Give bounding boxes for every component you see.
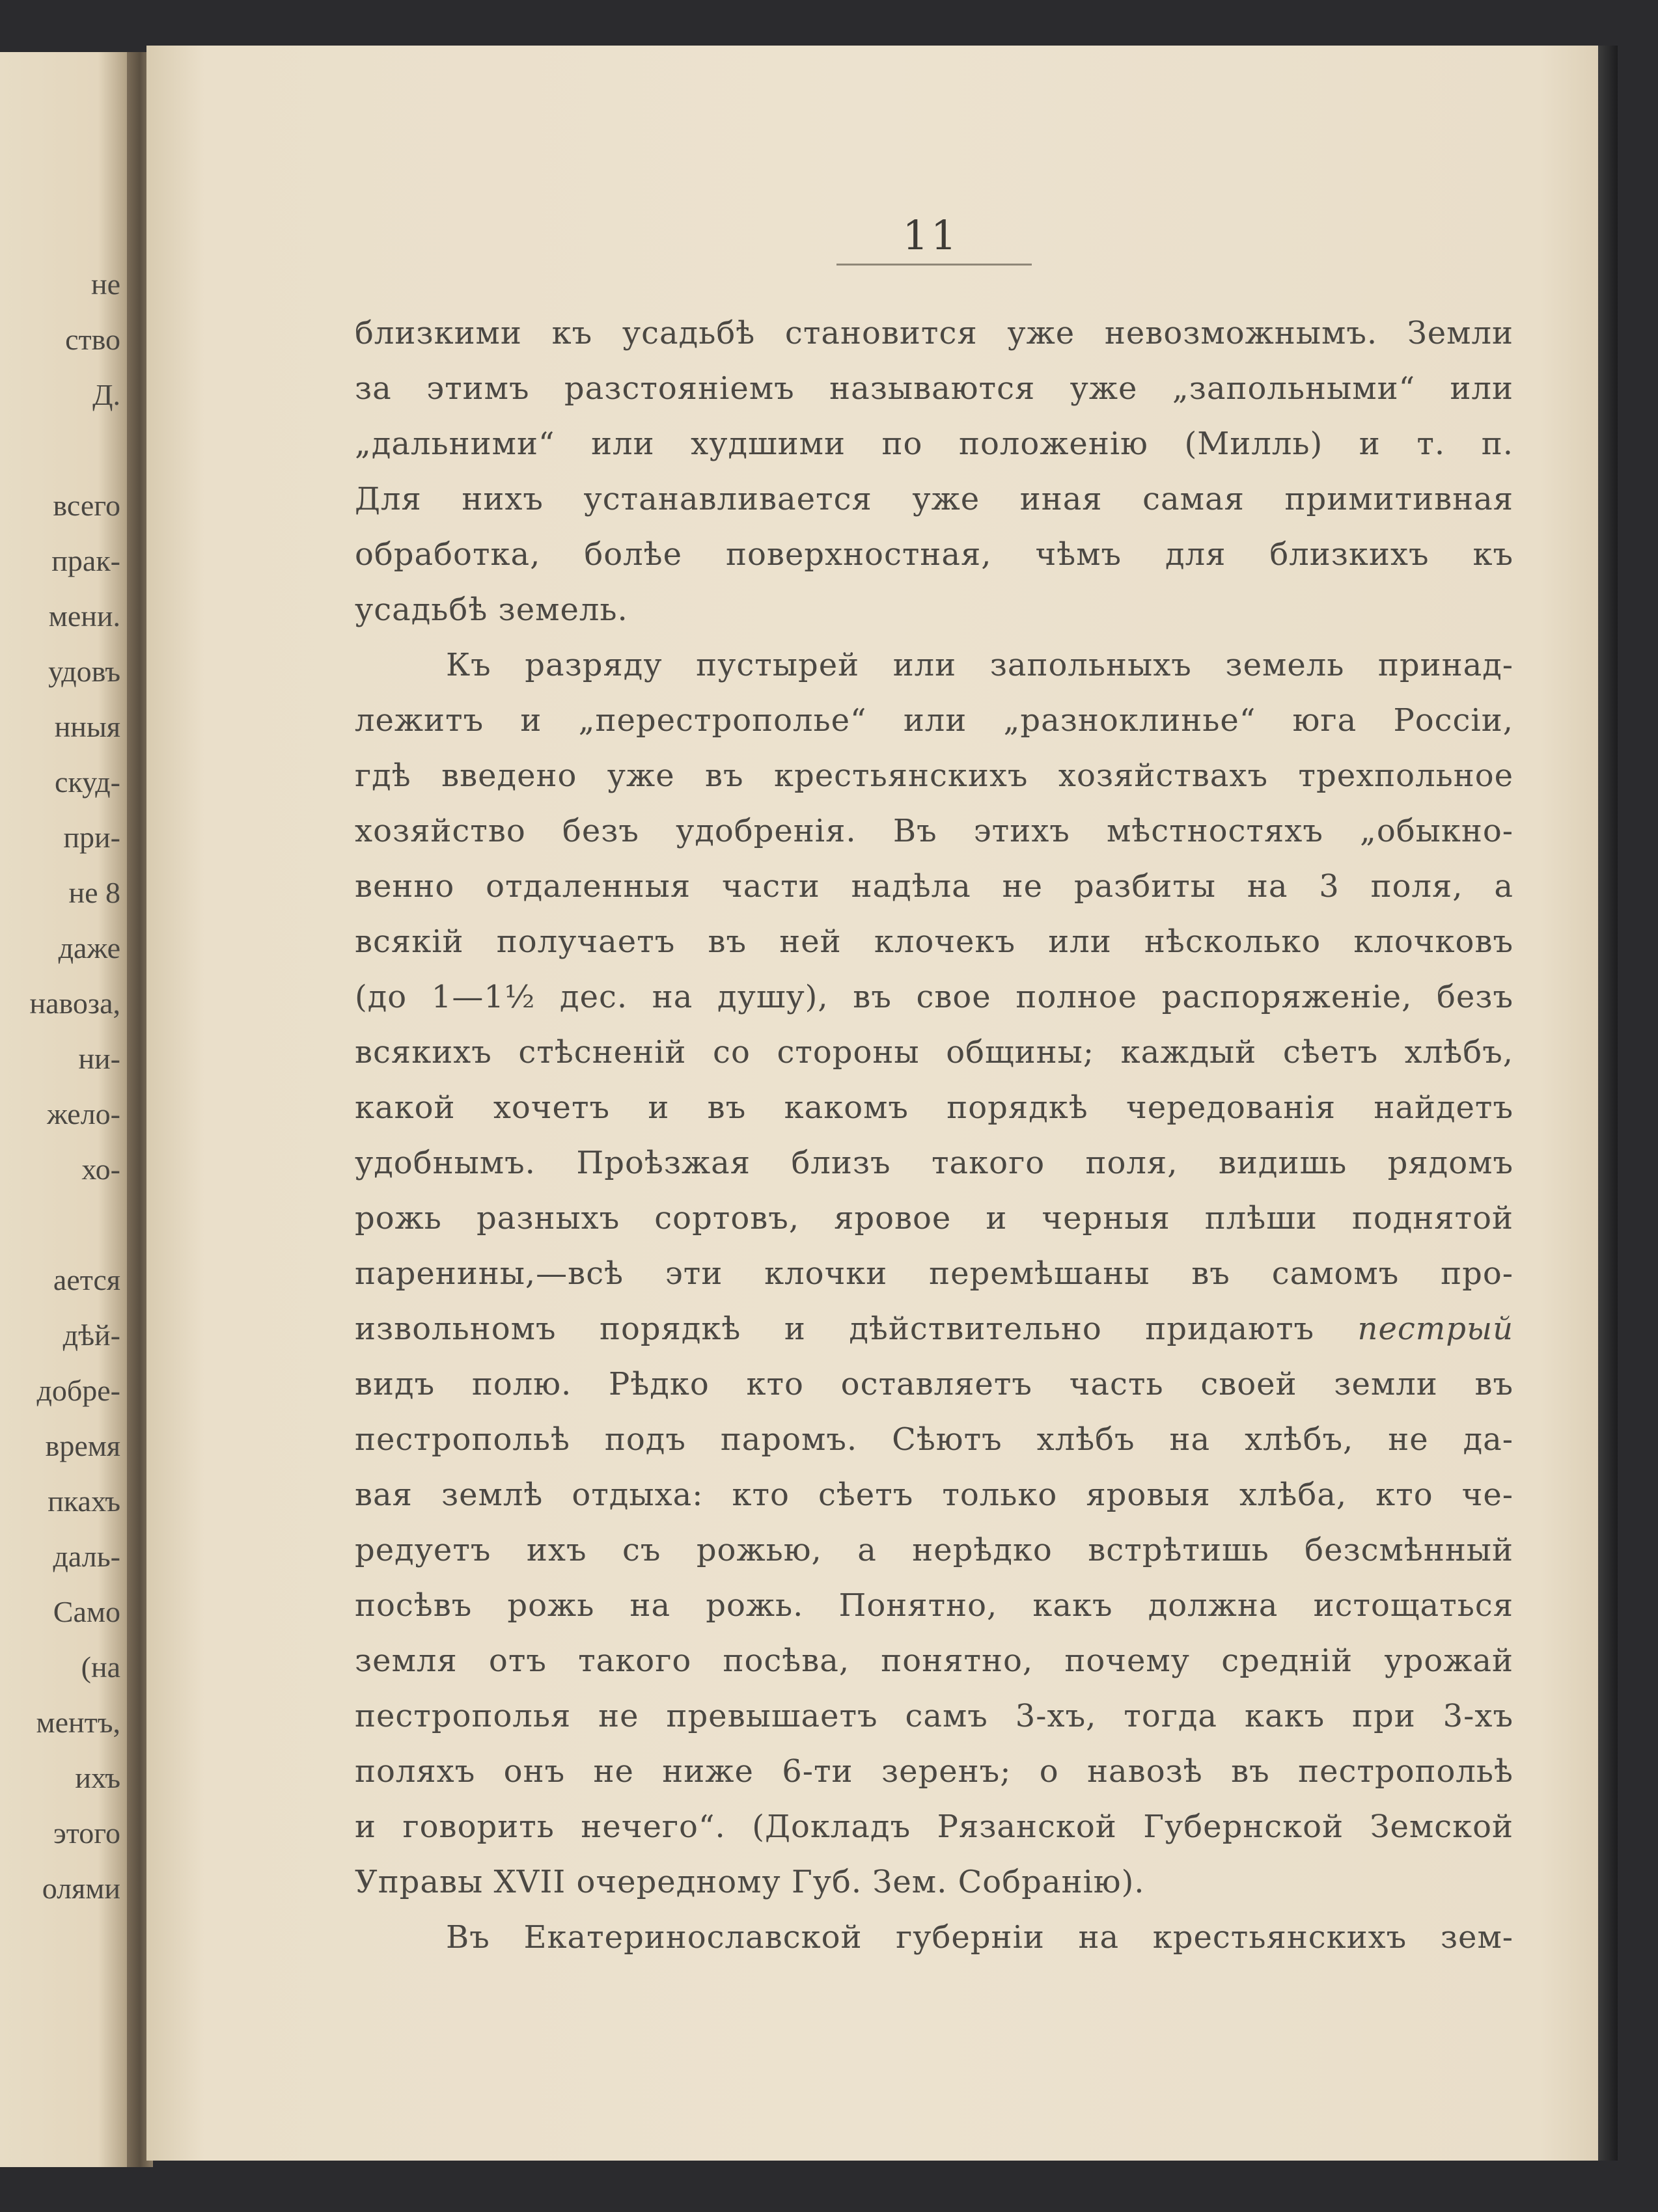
left-page-line: Само (53, 1595, 120, 1628)
left-page-line: всего (53, 489, 120, 522)
header-rule (836, 264, 1032, 266)
text-line: удобнымъ. Проѣзжая близъ такого поля, видишь рядомъ (355, 1145, 1513, 1181)
left-page-line: хо- (81, 1153, 120, 1186)
text-line: всякихъ стѣсненій со стороны общины; каждый сѣетъ хлѣбъ, (355, 1034, 1513, 1071)
previous-page-fragment (0, 52, 140, 2167)
left-page-line: не 8 (68, 876, 120, 909)
left-page-line: ни- (78, 1042, 120, 1075)
text-line: Въ Екатеринославской губерніи на крестьянскихъ зем- (446, 1919, 1513, 1956)
body-text (355, 306, 1513, 1965)
text-line: близкими къ усадьбѣ становится уже невозможнымъ. Земли (355, 315, 1513, 351)
left-page-line: время (45, 1429, 120, 1462)
text-line: обработка, болѣе поверхностная, чѣмъ для близкихъ къ (355, 536, 1513, 573)
left-page-line: этого (53, 1816, 120, 1850)
text-line: Управы XVII очередному Губ. Зем. Собранію). (355, 1864, 1145, 1900)
text-line: гдѣ введено уже въ крестьянскихъ хозяйствахъ трехпольное (355, 758, 1513, 794)
text-line: (до 1—1½ дес. на душу), въ свое полное распоряженіе, безъ (355, 979, 1513, 1015)
text-line: посѣвъ рожь на рожь. Понятно, какъ должна истощаться (355, 1587, 1513, 1624)
text-line: поляхъ онъ не ниже 6-ти зеренъ; о навозѣ въ пестропольѣ (355, 1753, 1513, 1790)
left-page-line: пкахъ (48, 1484, 120, 1518)
text-line: какой хочетъ и въ какомъ порядкѣ чередованія найдетъ (355, 1089, 1513, 1126)
page-number: 11 (902, 212, 960, 259)
left-page-line: Д. (92, 378, 120, 411)
text-line: венно отдаленныя части надѣла не разбиты на 3 поля, а (355, 868, 1513, 905)
left-page-line: (на (81, 1650, 120, 1684)
left-page-line: мени. (48, 599, 120, 633)
text-line: рожь разныхъ сортовъ, яровое и черныя плѣши поднятой (355, 1200, 1513, 1236)
left-page-line: ство (65, 323, 120, 356)
text-line: усадьбѣ земель. (355, 592, 628, 628)
left-page-line: ихъ (75, 1761, 120, 1794)
left-page-line: прак- (51, 544, 120, 577)
left-page-line: добре- (36, 1374, 120, 1407)
text-line: видъ полю. Рѣдко кто оставляетъ часть своей земли въ (355, 1366, 1513, 1402)
text-line-with-italic (355, 1302, 1513, 1357)
text-line: паренины,—всѣ эти клочки перемѣшаны въ самомъ про- (355, 1255, 1513, 1292)
book-page (146, 46, 1598, 2161)
left-page-line: навоза, (29, 987, 120, 1020)
text-line: земля отъ такого посѣва, понятно, почему средній урожай (355, 1643, 1513, 1679)
italic-word: пестрый (1357, 1311, 1513, 1347)
left-page-line: при- (63, 821, 120, 854)
left-page-line: удовъ (48, 655, 120, 688)
text-line: за этимъ разстояніемъ называются уже „запольными“ или (355, 370, 1513, 407)
left-page-line: нныя (54, 710, 120, 743)
text-line: пестропольѣ подъ паромъ. Сѣютъ хлѣбъ на хлѣбъ, не да- (355, 1421, 1513, 1458)
text-fragment: извольномъ порядкѣ и дѣйствительно придаютъ (355, 1311, 1315, 1347)
text-line: пестрополья не превышаетъ самъ 3-хъ, тогда какъ при 3-хъ (355, 1698, 1513, 1734)
text-line: хозяйство безъ удобренія. Въ этихъ мѣстностяхъ „обыкно- (355, 813, 1513, 849)
left-page-line: ментъ, (36, 1706, 120, 1739)
left-page-line: дѣй- (62, 1318, 120, 1352)
text-line: и говорить нечего“. (Докладъ Рязанской Губернской Земской (355, 1809, 1513, 1845)
left-page-line: олями (42, 1872, 120, 1905)
text-line: Къ разряду пустырей или запольныхъ земель принад- (446, 647, 1513, 683)
text-line: вая землѣ отдыха: кто сѣетъ только яровыя хлѣба, кто че- (355, 1477, 1513, 1513)
left-page-line: даль- (53, 1540, 120, 1573)
page-edge-shadow (1598, 46, 1618, 2161)
left-page-line: скуд- (55, 765, 120, 799)
left-page-line: не (90, 267, 120, 301)
left-page-line: жело- (47, 1097, 120, 1130)
text-line: Для нихъ устанавливается уже иная самая примитивная (355, 481, 1513, 517)
left-page-line: ается (53, 1263, 120, 1296)
text-line: редуетъ ихъ съ рожью, а нерѣдко встрѣтишь безсмѣнный (355, 1532, 1513, 1568)
text-line: „дальними“ или худшими по положенію (Милль) и т. п. (355, 426, 1513, 462)
text-line: лежитъ и „перестрополье“ или „разноклинье“ юга Россіи, (355, 702, 1513, 739)
text-line: всякій получаетъ въ ней клочекъ или нѣсколько клочковъ (355, 923, 1513, 960)
left-page-line: даже (58, 931, 120, 964)
